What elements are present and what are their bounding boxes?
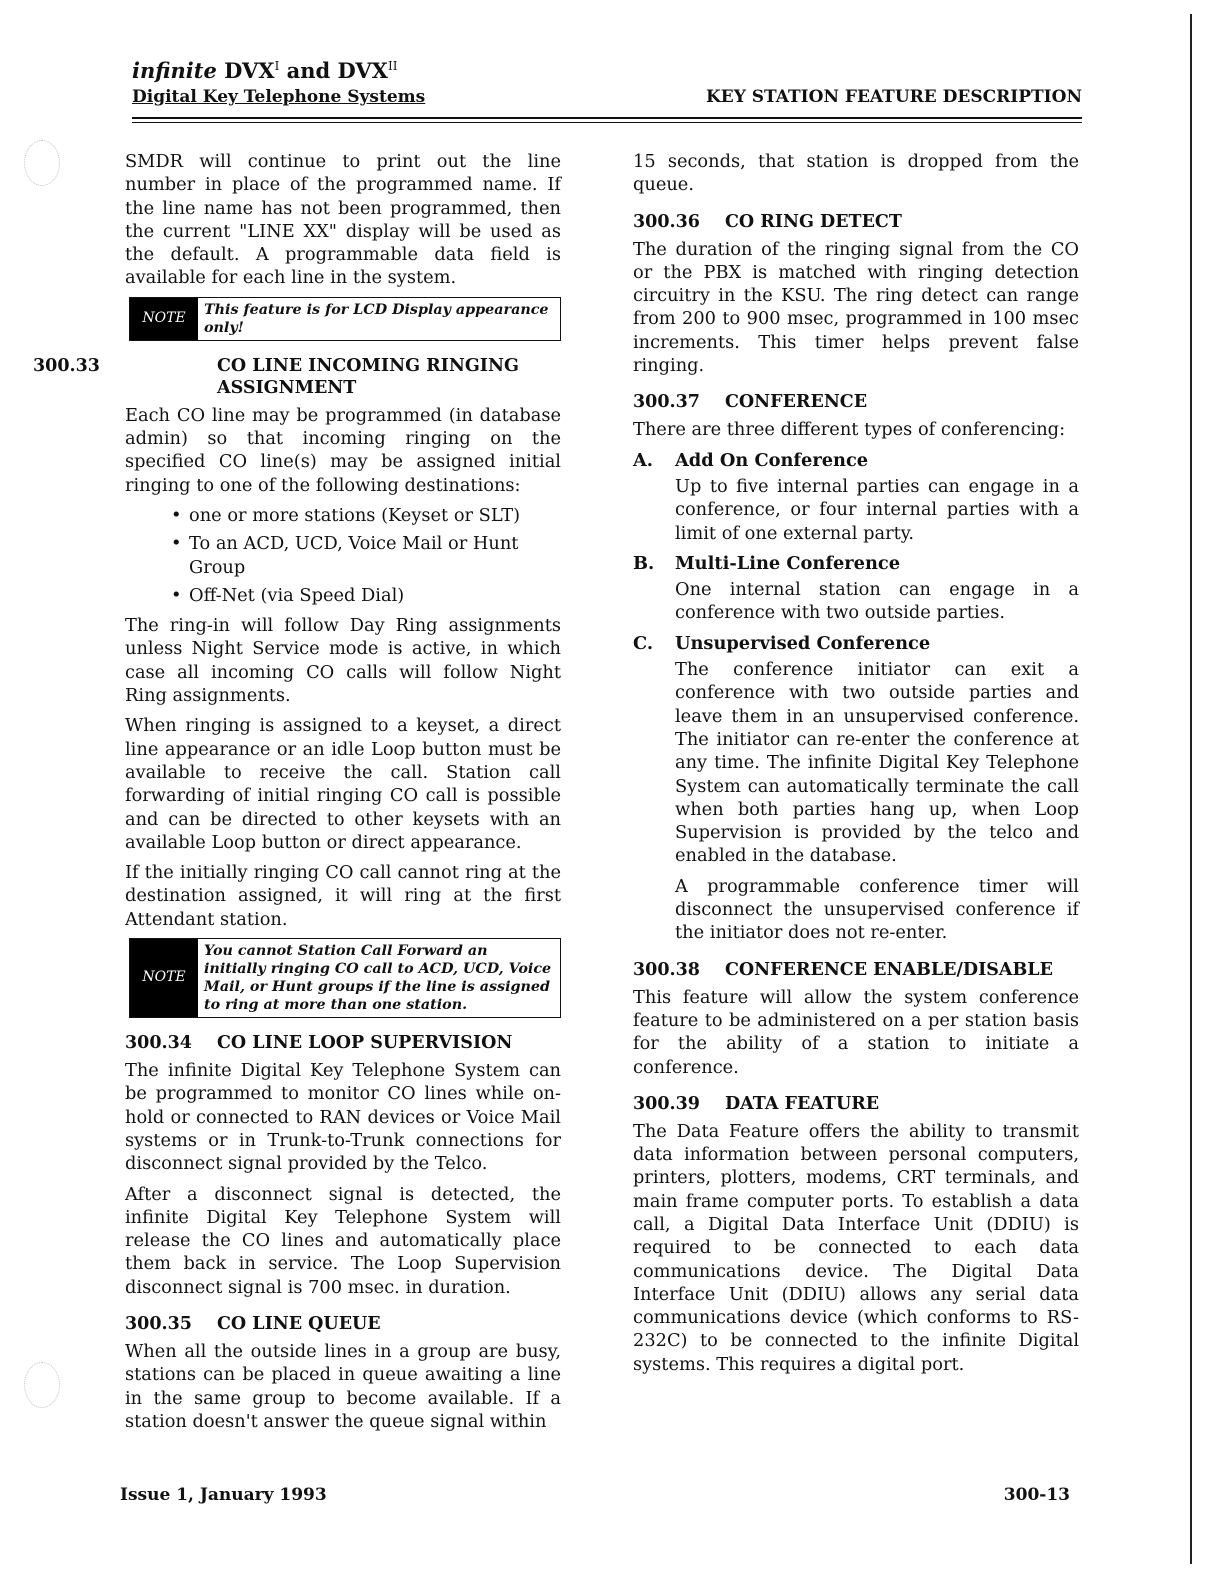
list-item: • one or more stations (Keyset or SLT) [171, 504, 561, 527]
paragraph: When ringing is assigned to a keyset, a direct line appearance or an idle Loop button must be available to receive the call. Station call forwarding of initial ringing CO call is possible and can be directed to other keysets with an available Loop button or direct appearance. [125, 715, 561, 853]
subsection-c: C. Unsupervised Conference The conference initiator can exit a conference with two outside parties and leave them in an unsupervised conference. The initiator can re-enter the conference at any time. The infinite Digital Key Telephone System can automatically terminate the call when both parties hang up, when Loop Supervision is provided by the telco and enabled in the database. A programmable conference timer will disconnect the unsupervised conference if the initiator does not re-enter. [633, 632, 1079, 944]
note-box-lcd [129, 297, 561, 341]
page-footer [120, 1485, 1070, 1505]
section-heading-300-33: 300.33 CO LINE INCOMING RINGING ASSIGNMENT [33, 355, 519, 398]
paragraph: Each CO line may be programmed (in database admin) so that incoming ringing on the specified CO line(s) may be assigned initial ringing to one of the following destinations: [125, 404, 561, 496]
destination-list [125, 504, 561, 607]
intro-paragraph: SMDR will continue to print out the line number in place of the programmed name. If the line name has not been programmed, then the current "LINE XX" display will be used as the default. A programmable data field is available for each line in the system. [125, 151, 561, 289]
paragraph: The ring-in will follow Day Ring assignments unless Night Service mode is active, in which case all incoming CO calls will follow Night Ring assignments. [125, 615, 561, 707]
list-item: • To an ACD, UCD, Voice Mail or Hunt Group [171, 532, 561, 579]
page-number: 300-13 [1003, 1485, 1070, 1505]
paragraph: The Data Feature offers the ability to transmit data information between personal computers, printers, plotters, modems, CRT terminals, and main frame computer ports. To establish a data call, a Digital Data Interface Unit (DDIU) is required to be connected to each data communications device. The Digital Data Interface Unit (DDIU) allows any serial data communications device (which conforms to RS-232C) to be connected to the infinite Digital systems. This requires a digital port. [633, 1120, 1079, 1375]
paragraph: There are three different types of conferencing: [633, 419, 1066, 441]
paragraph: The infinite Digital Key Telephone System can be programmed to monitor CO lines while on-hold or connected to RAN devices or Voice Mail systems or in Trunk-to-Trunk connections for disconnect signal provided by the Telco. [125, 1060, 561, 1175]
note-tag: NOTE [130, 298, 198, 340]
header-rule [132, 117, 1082, 123]
paragraph: After a disconnect signal is detected, the infinite Digital Key Telephone System will release the CO lines and automatically place them back in service. The Loop Supervision disconnect signal is 700 msec. in duration. [125, 1183, 561, 1298]
paragraph: When all the outside lines in a group are busy, stations can be placed in queue awaiting a line in the same group to become available. If a station doesn't answer the queue signal within [125, 1340, 561, 1432]
paragraph: 15 seconds, that station is dropped from the queue. [633, 151, 1079, 196]
page-header [132, 58, 1082, 107]
issue-date: Issue 1, January 1993 [120, 1485, 327, 1505]
left-column [33, 150, 561, 1440]
header-left-title: Digital Key Telephone Systems [132, 87, 426, 107]
subsection-a: A. Add On Conference Up to five internal parties can engage in a conference, or four internal parties with a limit of one external party. [633, 449, 1079, 544]
list-item: • Off-Net (via Speed Dial) [171, 584, 561, 607]
brand-title: infinite $DVX^I$ and $DVX^{II}$ [132, 58, 398, 83]
section-heading-300-36: 300.36 CO RING DETECT [633, 211, 902, 232]
section-heading-300-38: 300.38 CONFERENCE ENABLE/DISABLE [633, 959, 1053, 980]
subsection-b: B. Multi-Line Conference One internal station can engage in a conference with two outside parties. [633, 552, 1079, 624]
note-tag: NOTE [130, 939, 198, 1017]
note-box-call-forward [129, 938, 561, 1018]
section-heading-300-39: 300.39 DATA FEATURE [633, 1093, 880, 1114]
section-heading-300-35: 300.35 CO LINE QUEUE [125, 1313, 381, 1334]
note-text: This feature is for LCD Display appearance only! [204, 301, 549, 336]
section-heading-300-37: 300.37 CONFERENCE [633, 392, 868, 413]
paragraph: This feature will allow the system conference feature to be administered on a per station basis for the ability of a station to initiate a conference. [633, 986, 1079, 1078]
header-right-title: KEY STATION FEATURE DESCRIPTION [705, 87, 1082, 107]
paragraph: The duration of the ringing signal from the CO or the PBX is matched with ringing detection circuitry in the KSU. The ring detect can range from 200 to 900 msec, programmed in 100 msec increments. This timer helps prevent false ringing. [633, 238, 1079, 377]
paragraph: If the initially ringing CO call cannot ring at the destination assigned, it will ring at the first Attendant station. [125, 862, 561, 930]
right-column [633, 150, 1079, 1383]
punch-hole-top [24, 140, 60, 186]
punch-hole-bottom [24, 1362, 60, 1408]
note-text: You cannot Station Call Forward an initially ringing CO call to ACD, UCD, Voice Mail, or Hunt groups if the line is assigned to ring at more than one station. [204, 943, 552, 1014]
page-edge-rule [1190, 14, 1192, 1564]
section-heading-300-34: 300.34 CO LINE LOOP SUPERVISION [125, 1033, 513, 1054]
